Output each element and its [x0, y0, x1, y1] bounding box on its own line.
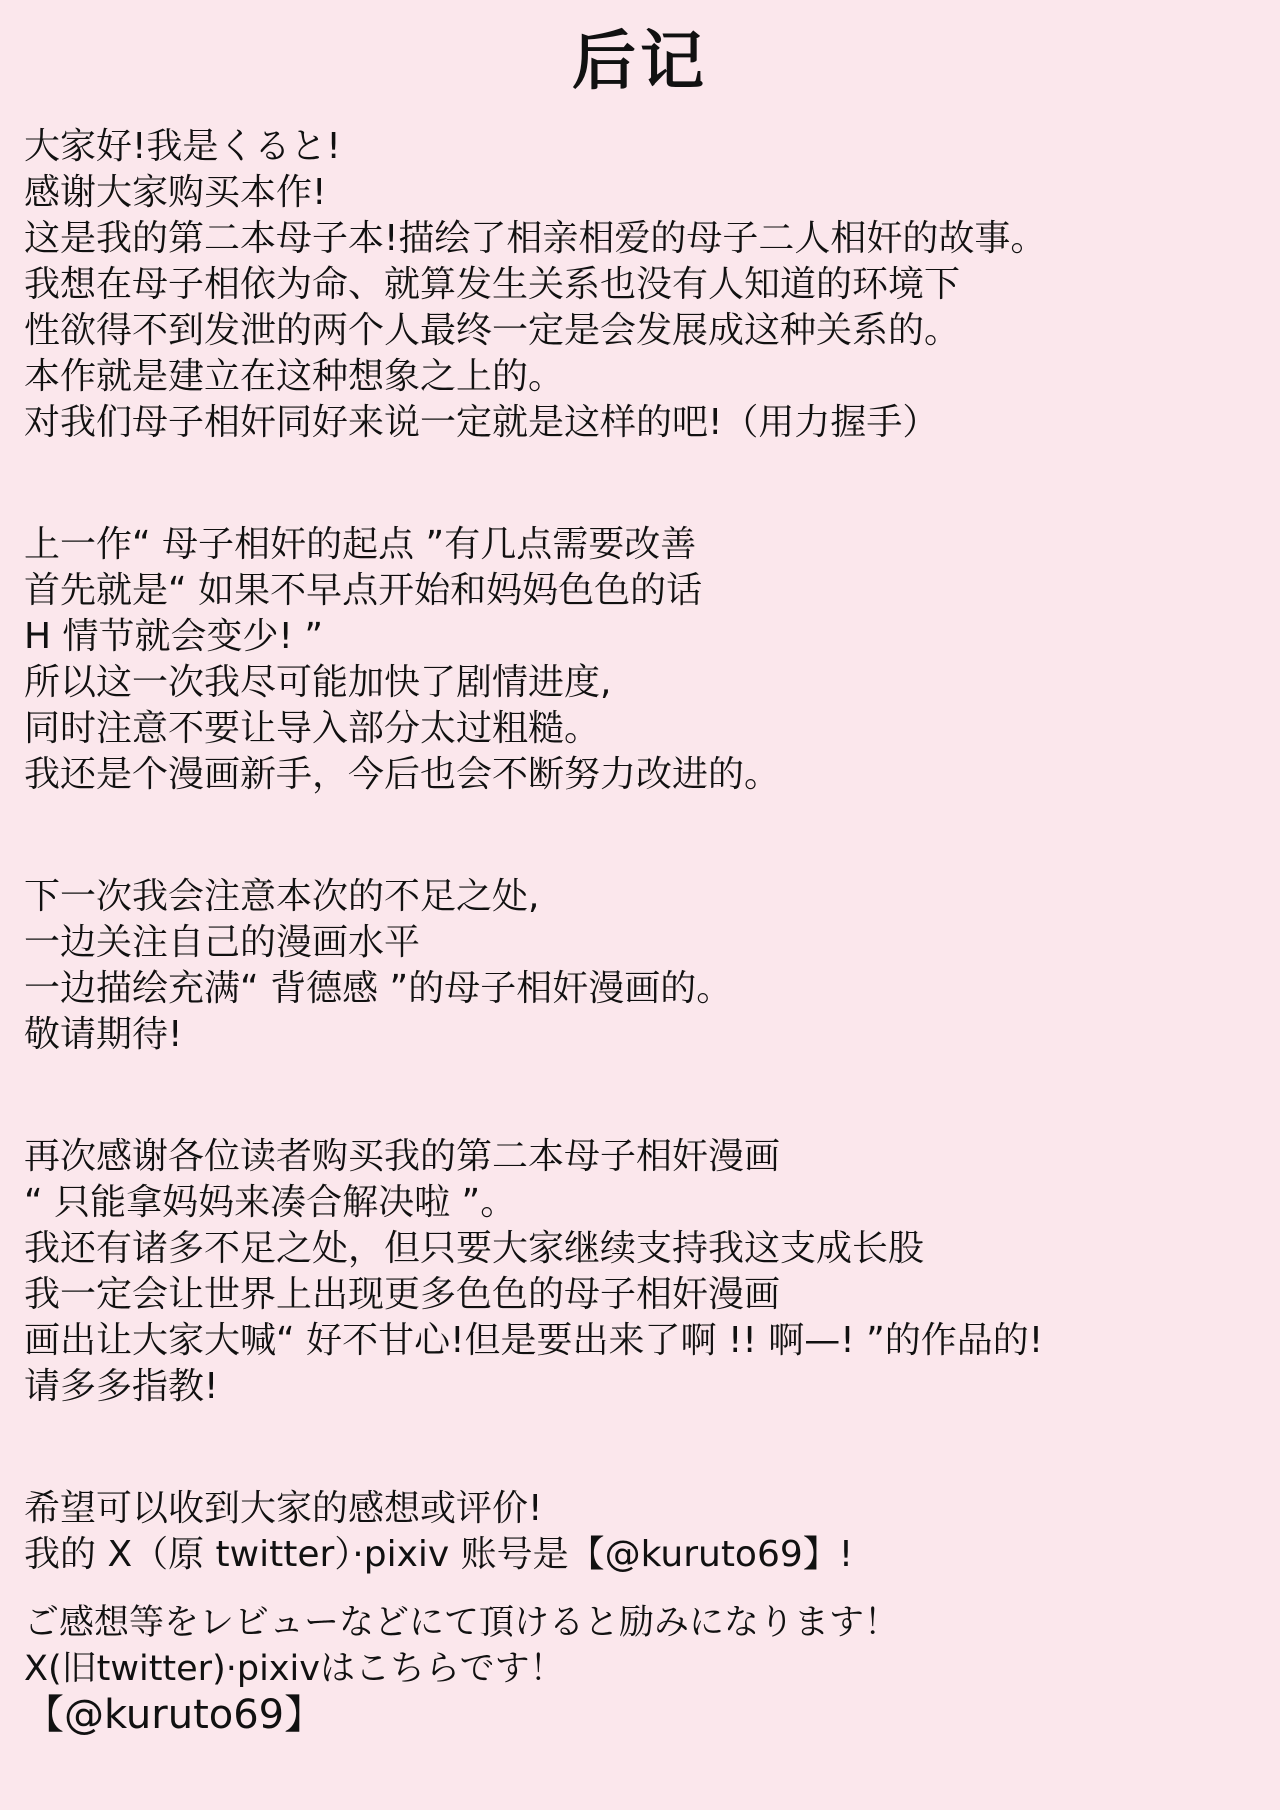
text-line: “ 只能拿妈妈来凑合解决啦 ”。: [24, 1182, 517, 1223]
paragraph-spacer: [24, 1410, 1256, 1486]
text-line: ご感想等をレビューなどにて頂けると励みになります！: [24, 1603, 900, 1643]
paragraph-feedback: [24, 1486, 1256, 1578]
text-line: 画出让大家大喊“ 好不甘心!但是要出来了啊 !! 啊—! ”的作品的!: [24, 1320, 1044, 1361]
text-line: 本作就是建立在这种想象之上的。: [24, 356, 565, 397]
paragraph-spacer: [24, 1058, 1256, 1134]
text-line: 我还有诸多不足之处，但只要大家继续支持我这支成长股: [24, 1228, 925, 1269]
paragraph-thanks: [24, 1134, 1256, 1410]
paragraph-next-time: [24, 874, 1256, 1058]
text-line: 首先就是“ 如果不早点开始和妈妈色色的话: [24, 570, 703, 611]
paragraph-japanese: [24, 1600, 1256, 1692]
text-line: 这是我的第二本母子本!描绘了相亲相爱的母子二人相奸的故事。: [24, 218, 1047, 259]
text-line: 我一定会让世界上出现更多色色的母子相奸漫画: [24, 1274, 781, 1315]
text-line: H 情节就会变少! ”: [24, 616, 324, 657]
paragraph-greeting: [24, 124, 1256, 446]
text-line: X(旧twitter)·pixivはこちらです！: [24, 1649, 565, 1689]
text-line: 所以这一次我尽可能加快了剧情进度,: [24, 662, 612, 703]
paragraph-improvements: [24, 522, 1256, 798]
text-line: 感谢大家购买本作!: [24, 172, 327, 213]
afterword-body: [24, 124, 1256, 1738]
text-line: 一边关注自己的漫画水平: [24, 922, 421, 963]
text-line: 性欲得不到发泄的两个人最终一定是会发展成这种关系的。: [24, 310, 961, 351]
text-line: 我的 X（原 twitter）·pixiv 账号是【@kuruto69】!: [24, 1534, 854, 1575]
text-line: 大家好!我是くると!: [24, 126, 341, 167]
text-line: 再次感谢各位读者购买我的第二本母子相奸漫画: [24, 1136, 781, 1177]
text-line: 下一次我会注意本次的不足之处,: [24, 876, 540, 917]
text-line: 一边描绘充满“ 背德感 ”的母子相奸漫画的。: [24, 968, 733, 1009]
text-line: 希望可以收到大家的感想或评价!: [24, 1488, 543, 1529]
text-line: 请多多指教!: [24, 1366, 219, 1407]
paragraph-spacer: [24, 446, 1256, 522]
text-line: 对我们母子相奸同好来说一定就是这样的吧!（用力握手）: [24, 402, 939, 443]
paragraph-spacer: [24, 798, 1256, 874]
page-title: 后记: [572, 25, 708, 99]
text-line: 上一作“ 母子相奸的起点 ”有几点需要改善: [24, 524, 697, 565]
text-line: 我想在母子相依为命、就算发生关系也没有人知道的环境下: [24, 264, 961, 305]
text-line: 同时注意不要让导入部分太过粗糙。: [24, 708, 601, 749]
text-line: 敬请期待!: [24, 1014, 183, 1055]
paragraph-spacer: [24, 1578, 1256, 1600]
handle-text: 【@kuruto69】: [24, 1692, 325, 1738]
text-line: 我还是个漫画新手，今后也会不断努力改进的。: [24, 754, 781, 795]
account-handle: [24, 1692, 1256, 1738]
